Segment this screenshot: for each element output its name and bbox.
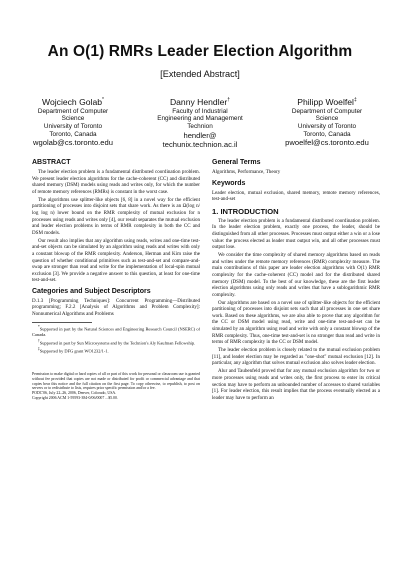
author-affiliation-line: Science (315, 115, 339, 123)
abstract-paragraph: The leader election problem is a fundamental distributed coordination problem. We present leader election algorithms for the cache-coherent (CC) and distributed shared memory (DSM) models using reads and writes only, for which the number of remote memory references (RMRs) is constant in the worst case. (32, 169, 200, 195)
footnote-rule (32, 322, 92, 323)
permission-text: Permission to make digital or hard copies of all or part of this work for personal or classroom use is granted without fee provided that copies are not made or distributed for profit or commercial advantage and that copies bear this notice and the full citation on the first page. To copy otherwise, to republish, to post on servers or to redistribute to lists, requires prior specific permission and/or a fee. (32, 372, 200, 391)
categories-heading: Categories and Subject Descriptors (32, 287, 151, 295)
author-block-1 (18, 95, 128, 147)
paper-title: An O(1) RMRs Leader Election Algorithm (47, 43, 353, 60)
footnote: ‡Supported by DFG grant WO1232/1-1. (38, 347, 109, 354)
venue-line: PODC'06, July 22–26, 2006, Denver, Colorado, USA. (32, 391, 117, 396)
author-block-3 (272, 95, 382, 147)
categories-text: D.1.3 [Programming Techniques]: Concurrent Programming—Distributed programming; F.2.2 [Analysis of Algorithms and Problem Complexity]: Nonnumerical Algorithms and Problems (32, 297, 200, 318)
author-affiliation-line: Technion (187, 123, 213, 131)
keywords-heading: Keywords (212, 179, 246, 187)
general-terms-heading: General Terms (212, 159, 261, 166)
right-column (212, 158, 380, 403)
abstract-heading: ABSTRACT (32, 159, 71, 166)
copyright-line: Copyright 2006 ACM 1-59593-384-0/06/0007 ...$5.00. (32, 395, 118, 400)
footnote: *Supported in part by the Natural Sciences and Engineering Research Council (NSERC) of Canada. (32, 324, 200, 337)
section-heading-introduction: 1. INTRODUCTION (212, 206, 279, 216)
left-column (32, 158, 200, 400)
author-block-2 (144, 95, 256, 149)
author-affiliation-line: Toronto, Canada (303, 130, 351, 138)
abstract-paragraph: Our result also implies that any algorithm using reads, writes and one-time test-and-set objects can be simulated by an algorithm using reads and writes with only a constant blowup of the RMR complexity. Anderson, Herman and Kim raise the question of whether conditional primitives such as test-and-set and compare-and-swap are stronger than read and write for the implementation of local-spin mutual exclusion [3]. We provide a negative answer to this question, at least for one-time test-and-set. (32, 237, 200, 284)
body-paragraph: The leader election problem is a fundamental distributed coordination problem. In the leader election problem, exactly one process, the leader, should be distinguished from all other processes. Processes must output either a win or a lose value: the process elected as leader must output win, and all other processes must output lose. (212, 217, 380, 251)
author-affiliation-line: University of Toronto (43, 123, 103, 131)
body-paragraph: Alur and Taubenfeld proved that for any mutual exclusion algorithm for two or more processes using reads and writes only, the first process to enter its critical section may have to perform an unbounded number of accesses to shared variables [1]. For leader election, this result implies that the process eventually elected as a leader may have to perform an (212, 368, 380, 401)
author-affiliation-line: Science (61, 115, 85, 123)
author-affiliation-line: University of Toronto (297, 123, 357, 131)
author-email: pwoelfel@cs.toronto.edu (285, 138, 369, 148)
footnote: †Supported in part by Sun Microsystems and by the Technion's Aly Kaufman Fellowship. (38, 338, 196, 346)
general-terms-text: Algorithms, Performance, Theory (212, 169, 281, 175)
paper-subtitle: [Extended Abstract] (160, 69, 240, 79)
author-email-domain: techunix.technion.ac.il (162, 139, 238, 149)
author-affiliation-line: Engineering and Management (157, 115, 243, 123)
author-affiliation-line: Toronto, Canada (49, 130, 97, 138)
author-name: Philipp Woelfel‡ (297, 96, 357, 107)
body-paragraph: Our algorithms are based on a novel use of splitter-like objects for the efficient partitioning of processes into disjoint sets such that all processes in one set share work. Based on these algorithms, we are also able to prove that any algorithm for the CC or DSM model using read, write and one-time test-and-set can be simulated by an algorithm using read and write with only a constant blowup of the RMR complexity. Thus, one-time test-and-set is no stronger than read and write in terms of RMR complexity in the CC or DSM model. (212, 299, 380, 346)
keywords-text: Leader election, mutual exclusion, shared memory, remote memory references, test-and-set (212, 189, 380, 203)
author-email: wgolab@cs.toronto.edu (33, 138, 113, 148)
author-affiliation-line: Department of Computer (291, 107, 363, 115)
author-email: hendler@ (183, 130, 217, 140)
abstract-paragraph: The algorithms use splitter-like objects [6, 8] in a novel way for the efficient partitioning of processes into disjoint sets that share work. As there is an Ω(log n/ log log n) lower bound on the RMR complexity of mutual exclusion for n processes using reads and writes only [4], our result separates the mutual exclusion and leader election problems in terms of RMR complexity in both the CC and DSM models. (32, 196, 200, 236)
permission-notice (32, 372, 200, 400)
author-affiliation-line: Department of Computer (37, 107, 109, 115)
body-paragraph: The leader election problem is closely related to the mutual exclusion problem [11], and leader election may be regarded as "one-shot" mutual exclusion [12]. In particular, any algorithm that solves mutual exclusion also solves leader election. (212, 347, 380, 367)
author-affiliation-line: Faculty of Industrial (172, 107, 228, 115)
body-paragraph: We consider the time complexity of shared memory algorithms based on reads and writes under the remote memory references (RMR) complexity measure. The main contributions of this paper are leader election algorithms with O(1) RMR complexity for the cache-coherent (CC) model and for the distributed shared memory (DSM) model. To the best of our knowledge, these are the first leader election algorithms using only reads and writes that have a sublogarithmic RMR complexity. (212, 252, 380, 298)
author-name: Wojciech Golab* (42, 96, 104, 107)
author-name: Danny Hendler† (169, 96, 231, 107)
